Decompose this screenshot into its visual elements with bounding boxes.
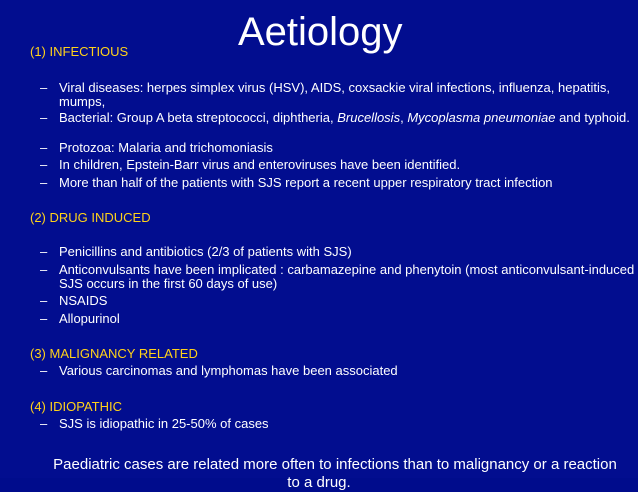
- bullet-text: In children, Epstein-Barr virus and enteroviruses have been identified.: [59, 157, 461, 172]
- bullet-text-part: Bacterial: Group A beta streptococci, diphtheria,: [59, 110, 338, 125]
- bullet-viral: [40, 81, 636, 108]
- bullet-dash: –: [40, 244, 48, 259]
- bullet-text: Various carcinomas and lymphomas have been associated: [59, 363, 398, 378]
- bullet-respiratory: [40, 176, 636, 190]
- bullet-children: [40, 158, 636, 172]
- section-heading-malignancy: (3) MALIGNANCY RELATED: [30, 346, 198, 361]
- bullet-text: More than half of the patients with SJS report a recent upper respiratory tract infection: [59, 175, 553, 190]
- bullet-text: Anticonvulsants have been implicated : carbamazepine and phenytoin (most anticonvulsant-induced SJS occurs in the first 60 days of use): [59, 262, 635, 291]
- bullet-carcinomas: [40, 364, 636, 378]
- bullet-text: Viral diseases: herpes simplex virus (HSV), AIDS, coxsackie viral infections, influenza, hepatitis, mumps,: [59, 80, 611, 109]
- slide-title: Aetiology: [238, 10, 403, 54]
- bullet-dash: –: [40, 363, 48, 378]
- bullet-dash: –: [40, 175, 48, 190]
- bullet-nsaids: [40, 294, 636, 308]
- bullet-text: NSAIDS: [59, 293, 108, 308]
- bullet-text: Allopurinol: [59, 311, 120, 326]
- bullet-dash: –: [40, 80, 48, 95]
- bullet-text-part: and typhoid.: [555, 110, 630, 125]
- bullet-text-italic: Mycoplasma pneumoniae: [407, 110, 556, 125]
- bullet-text-italic: Brucellosis: [337, 110, 401, 125]
- bullet-text-part: ,: [400, 110, 408, 125]
- bullet-text: SJS is idiopathic in 25-50% of cases: [59, 416, 269, 431]
- bullet-anticonvulsants: [40, 263, 636, 290]
- footer-note: Paediatric cases are related more often to infections than to malignancy or a reaction: [53, 456, 617, 473]
- bullet-idiopathic: [40, 417, 636, 431]
- bullet-bacterial: [40, 111, 636, 125]
- bullet-penicillins: [40, 245, 636, 259]
- bullet-allopurinol: [40, 312, 636, 326]
- footer-note-continued: to a drug.: [287, 474, 351, 491]
- bullet-text: Penicillins and antibiotics (2/3 of patients with SJS): [59, 244, 352, 259]
- bullet-dash: –: [40, 262, 48, 277]
- bullet-dash: –: [40, 311, 48, 326]
- section-heading-drug: (2) DRUG INDUCED: [30, 210, 151, 225]
- bullet-dash: –: [40, 416, 48, 431]
- bullet-dash: –: [40, 110, 48, 125]
- bullet-protozoa: [40, 141, 636, 155]
- section-heading-idiopathic: (4) IDIOPATHIC: [30, 399, 122, 414]
- bullet-text: [59, 111, 636, 125]
- bullet-dash: –: [40, 140, 48, 155]
- bullet-dash: –: [40, 293, 48, 308]
- bullet-text: Protozoa: Malaria and trichomoniasis: [59, 140, 273, 155]
- section-heading-infectious: (1) INFECTIOUS: [30, 44, 129, 59]
- bullet-dash: –: [40, 157, 48, 172]
